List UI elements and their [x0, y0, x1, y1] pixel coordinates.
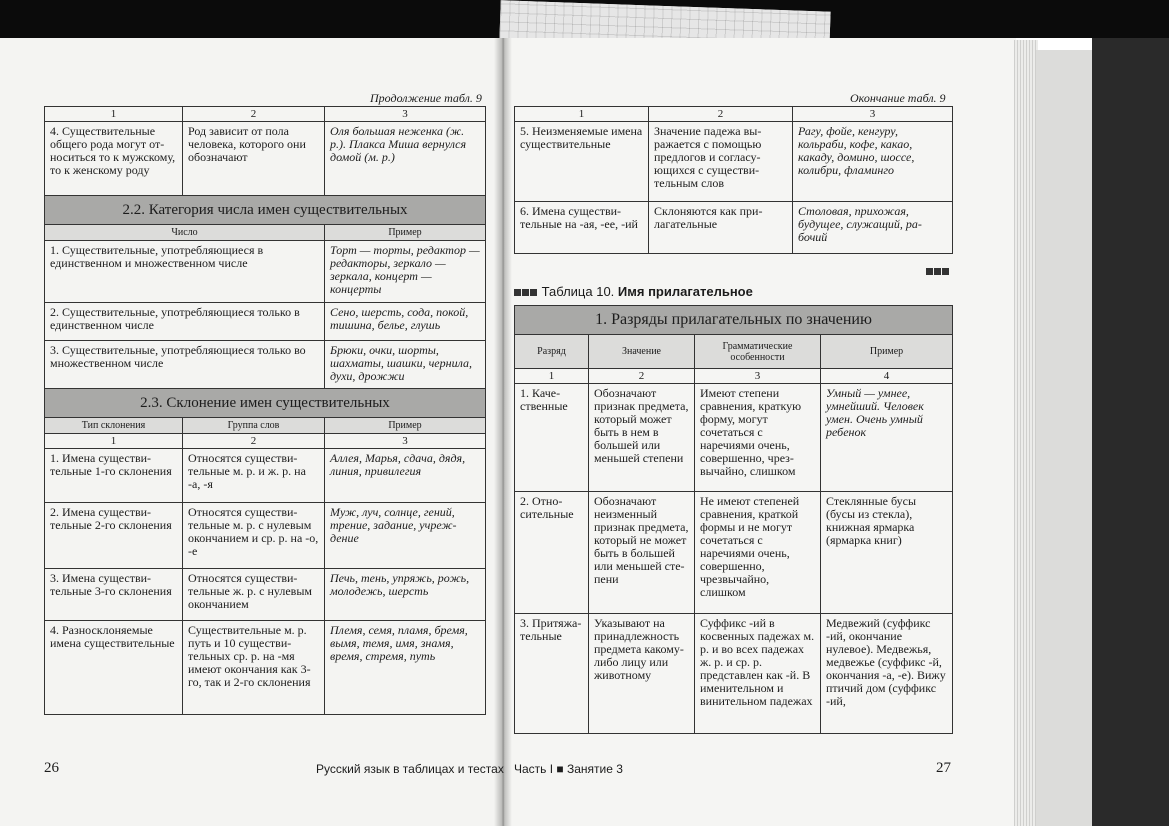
column-number-row — [515, 107, 953, 122]
cell-description: Значение падежа выражается с помощью предлогов и согласующихся с существительным слов — [649, 122, 793, 202]
cell-example: Медвежий (суффикс -ий, окончание нулевое). Медвежья, медвежье (суффикс -й, окончания -а, -е). Вижу птичий дом (суффикс -ий, — [821, 614, 953, 734]
cell-example: Муж, луч, солнце, гений, трение, задание, учреждение — [325, 503, 486, 569]
cell-category: 1. Имена существительные 1-го склонения — [45, 449, 183, 503]
cell-category: 3. Притяжательные — [515, 614, 589, 734]
column-number: 1 — [45, 107, 183, 122]
table-row — [515, 202, 953, 254]
book-gutter — [494, 38, 512, 826]
table-row — [45, 449, 486, 503]
cell-grammar: Не имеют степеней сравнения, краткой формы и не могут сочетаться с наречиями очень, совершенно, чрезвычайно, слишком — [695, 492, 821, 614]
header-row — [515, 335, 953, 369]
column-header: Значение — [589, 335, 695, 369]
column-number: 2 — [183, 107, 325, 122]
cell-meaning: Указывают на принадлежность предмета какому-либо лицу или животному — [589, 614, 695, 734]
cell-example: Печь, тень, упряжь, рожь, молодежь, шерсть — [325, 569, 486, 621]
header-row — [45, 225, 486, 241]
cell-example: Брюки, очки, шорты, шахматы, шашки, чернила, духи, дрожжи — [325, 341, 486, 389]
cell-meaning: Обозначают признак предмета, который может быть в нем в большей или меньшей степени — [589, 384, 695, 492]
column-number: 2 — [589, 369, 695, 384]
column-number-row — [45, 107, 486, 122]
page-number-right: 27 — [936, 760, 951, 776]
cell-description: Относятся существительные м. р. и ж. р. на -а, -я — [183, 449, 325, 503]
column-number: 2 — [649, 107, 793, 122]
column-number: 3 — [793, 107, 953, 122]
cell-example: Племя, семя, пламя, бремя, вымя, темя, имя, знамя, время, стремя, путь — [325, 621, 486, 715]
cell-category: 3. Существительные, употребляющиеся только во множественном числе — [45, 341, 325, 389]
cell-category: 3. Имена существительные 3-го склонения — [45, 569, 183, 621]
column-number: 1 — [45, 434, 183, 449]
cell-example: Оля большая неженка (ж. р.). Плакса Миша вернулся домой (м. р.) — [325, 122, 486, 196]
table-row — [45, 341, 486, 389]
running-head-left: Продолжение табл. 9 — [370, 91, 482, 105]
section-header-row — [515, 306, 953, 335]
table-row — [515, 614, 953, 734]
section-title: 2.3. Склонение имен существительных — [45, 389, 486, 418]
table-end-marker — [926, 262, 950, 280]
cell-category: 4. Существительные общего рода могут относиться то к мужскому, то к женскому роду — [45, 122, 183, 196]
cell-category: 1. Существительные, употребляющиеся в единственном и множественном числе — [45, 241, 325, 303]
page-edges — [1014, 40, 1038, 826]
column-header: Группа слов — [183, 418, 325, 434]
column-header: Разряд — [515, 335, 589, 369]
section-title: 2.2. Категория числа имен существительных — [45, 196, 486, 225]
column-header: Тип склонения — [45, 418, 183, 434]
cell-example: Умный — умнее, умнейший. Человек умен. Очень умный ребенок — [821, 384, 953, 492]
table-9-end — [514, 106, 953, 254]
cell-category: 2. Имена существительные 2-го склонения — [45, 503, 183, 569]
part-lesson-footer: Часть I ■ Занятие 3 — [514, 762, 623, 776]
table-row — [515, 492, 953, 614]
column-header: Пример — [325, 225, 486, 241]
column-number-row — [515, 369, 953, 384]
table-row — [515, 384, 953, 492]
section-header-row — [45, 389, 486, 418]
column-header: Пример — [325, 418, 486, 434]
column-header: Грамматические особенности — [695, 335, 821, 369]
column-number: 3 — [695, 369, 821, 384]
section-header-row — [45, 196, 486, 225]
scan-dark-edge — [1092, 38, 1169, 826]
cell-category: 2. Существительные, употребляющиеся только в единственном числе — [45, 303, 325, 341]
column-number-row — [45, 434, 486, 449]
cell-description: Существительные м. р. путь и 10 существительных ср. р. на -мя имеют окончания как 3-го, так и 2-го склонения — [183, 621, 325, 715]
table-row — [45, 122, 486, 196]
column-number: 3 — [325, 434, 486, 449]
cell-description: Склоняются как прилагательные — [649, 202, 793, 254]
table-10 — [514, 305, 953, 734]
marker-icon — [514, 289, 521, 296]
cell-grammar: Суффикс -ий в косвенных падежах м. р. и во всех падежах ж. р. и ср. р. представлен как -й. В именительном и винительном падежах — [695, 614, 821, 734]
cell-description: Относятся существительные ж. р. с нулевым окончанием — [183, 569, 325, 621]
page-number-left: 26 — [44, 760, 59, 776]
back-page — [1036, 50, 1092, 826]
table-10-label: Таблица 10. — [541, 284, 615, 299]
cell-category: 6. Имена существительные на -ая, -ее, -ий — [515, 202, 649, 254]
cell-example: Рагу, фойе, кенгуру, кольраби, кофе, какао, какаду, домино, шоссе, колибри, фламинго — [793, 122, 953, 202]
cell-example: Стеклянные бусы (бусы из стекла), книжная ярмарка (ярмарка книг) — [821, 492, 953, 614]
table-10-caption — [514, 284, 753, 299]
column-number: 1 — [515, 369, 589, 384]
table-row — [45, 303, 486, 341]
column-number: 4 — [821, 369, 953, 384]
column-number: 1 — [515, 107, 649, 122]
column-number: 2 — [183, 434, 325, 449]
cell-meaning: Обозначают неизменный признак предмета, который не может быть в большей или меньшей степени — [589, 492, 695, 614]
cell-category: 1. Качественные — [515, 384, 589, 492]
cell-description: Относятся существительные м. р. с нулевым окончанием и ср. р. на -о, -е — [183, 503, 325, 569]
header-row — [45, 418, 486, 434]
cell-description: Род зависит от пола человека, которого они обозначают — [183, 122, 325, 196]
cell-grammar: Имеют степени сравнения, краткую форму, могут сочетаться с наречиями очень, совершенно, чрезвычайно, слишком — [695, 384, 821, 492]
cell-category: 2. Относительные — [515, 492, 589, 614]
table-row — [515, 122, 953, 202]
table-row — [45, 621, 486, 715]
table-10-title: Имя прилагательное — [617, 284, 753, 299]
cell-example: Столовая, прихожая, будущее, служащий, рабочий — [793, 202, 953, 254]
cell-example: Торт — торты, редактор — редакторы, зеркало — зеркала, концерт — концерты — [325, 241, 486, 303]
cell-example: Сено, шерсть, сода, покой, тишина, белье, глушь — [325, 303, 486, 341]
book-title-footer: Русский язык в таблицах и тестах — [316, 762, 504, 776]
column-header: Пример — [821, 335, 953, 369]
table-row — [45, 503, 486, 569]
section-title: 1. Разряды прилагательных по значению — [515, 306, 953, 335]
table-row — [45, 569, 486, 621]
cell-category: 4. Разносклоняемые имена существительные — [45, 621, 183, 715]
table-row — [45, 241, 486, 303]
cell-example: Аллея, Марья, сдача, дядя, линия, привилегия — [325, 449, 486, 503]
cell-category: 5. Неизменяемые имена существительные — [515, 122, 649, 202]
column-header: Число — [45, 225, 325, 241]
table-9-continued — [44, 106, 486, 715]
column-number: 3 — [325, 107, 486, 122]
running-head-right: Окончание табл. 9 — [850, 91, 946, 105]
